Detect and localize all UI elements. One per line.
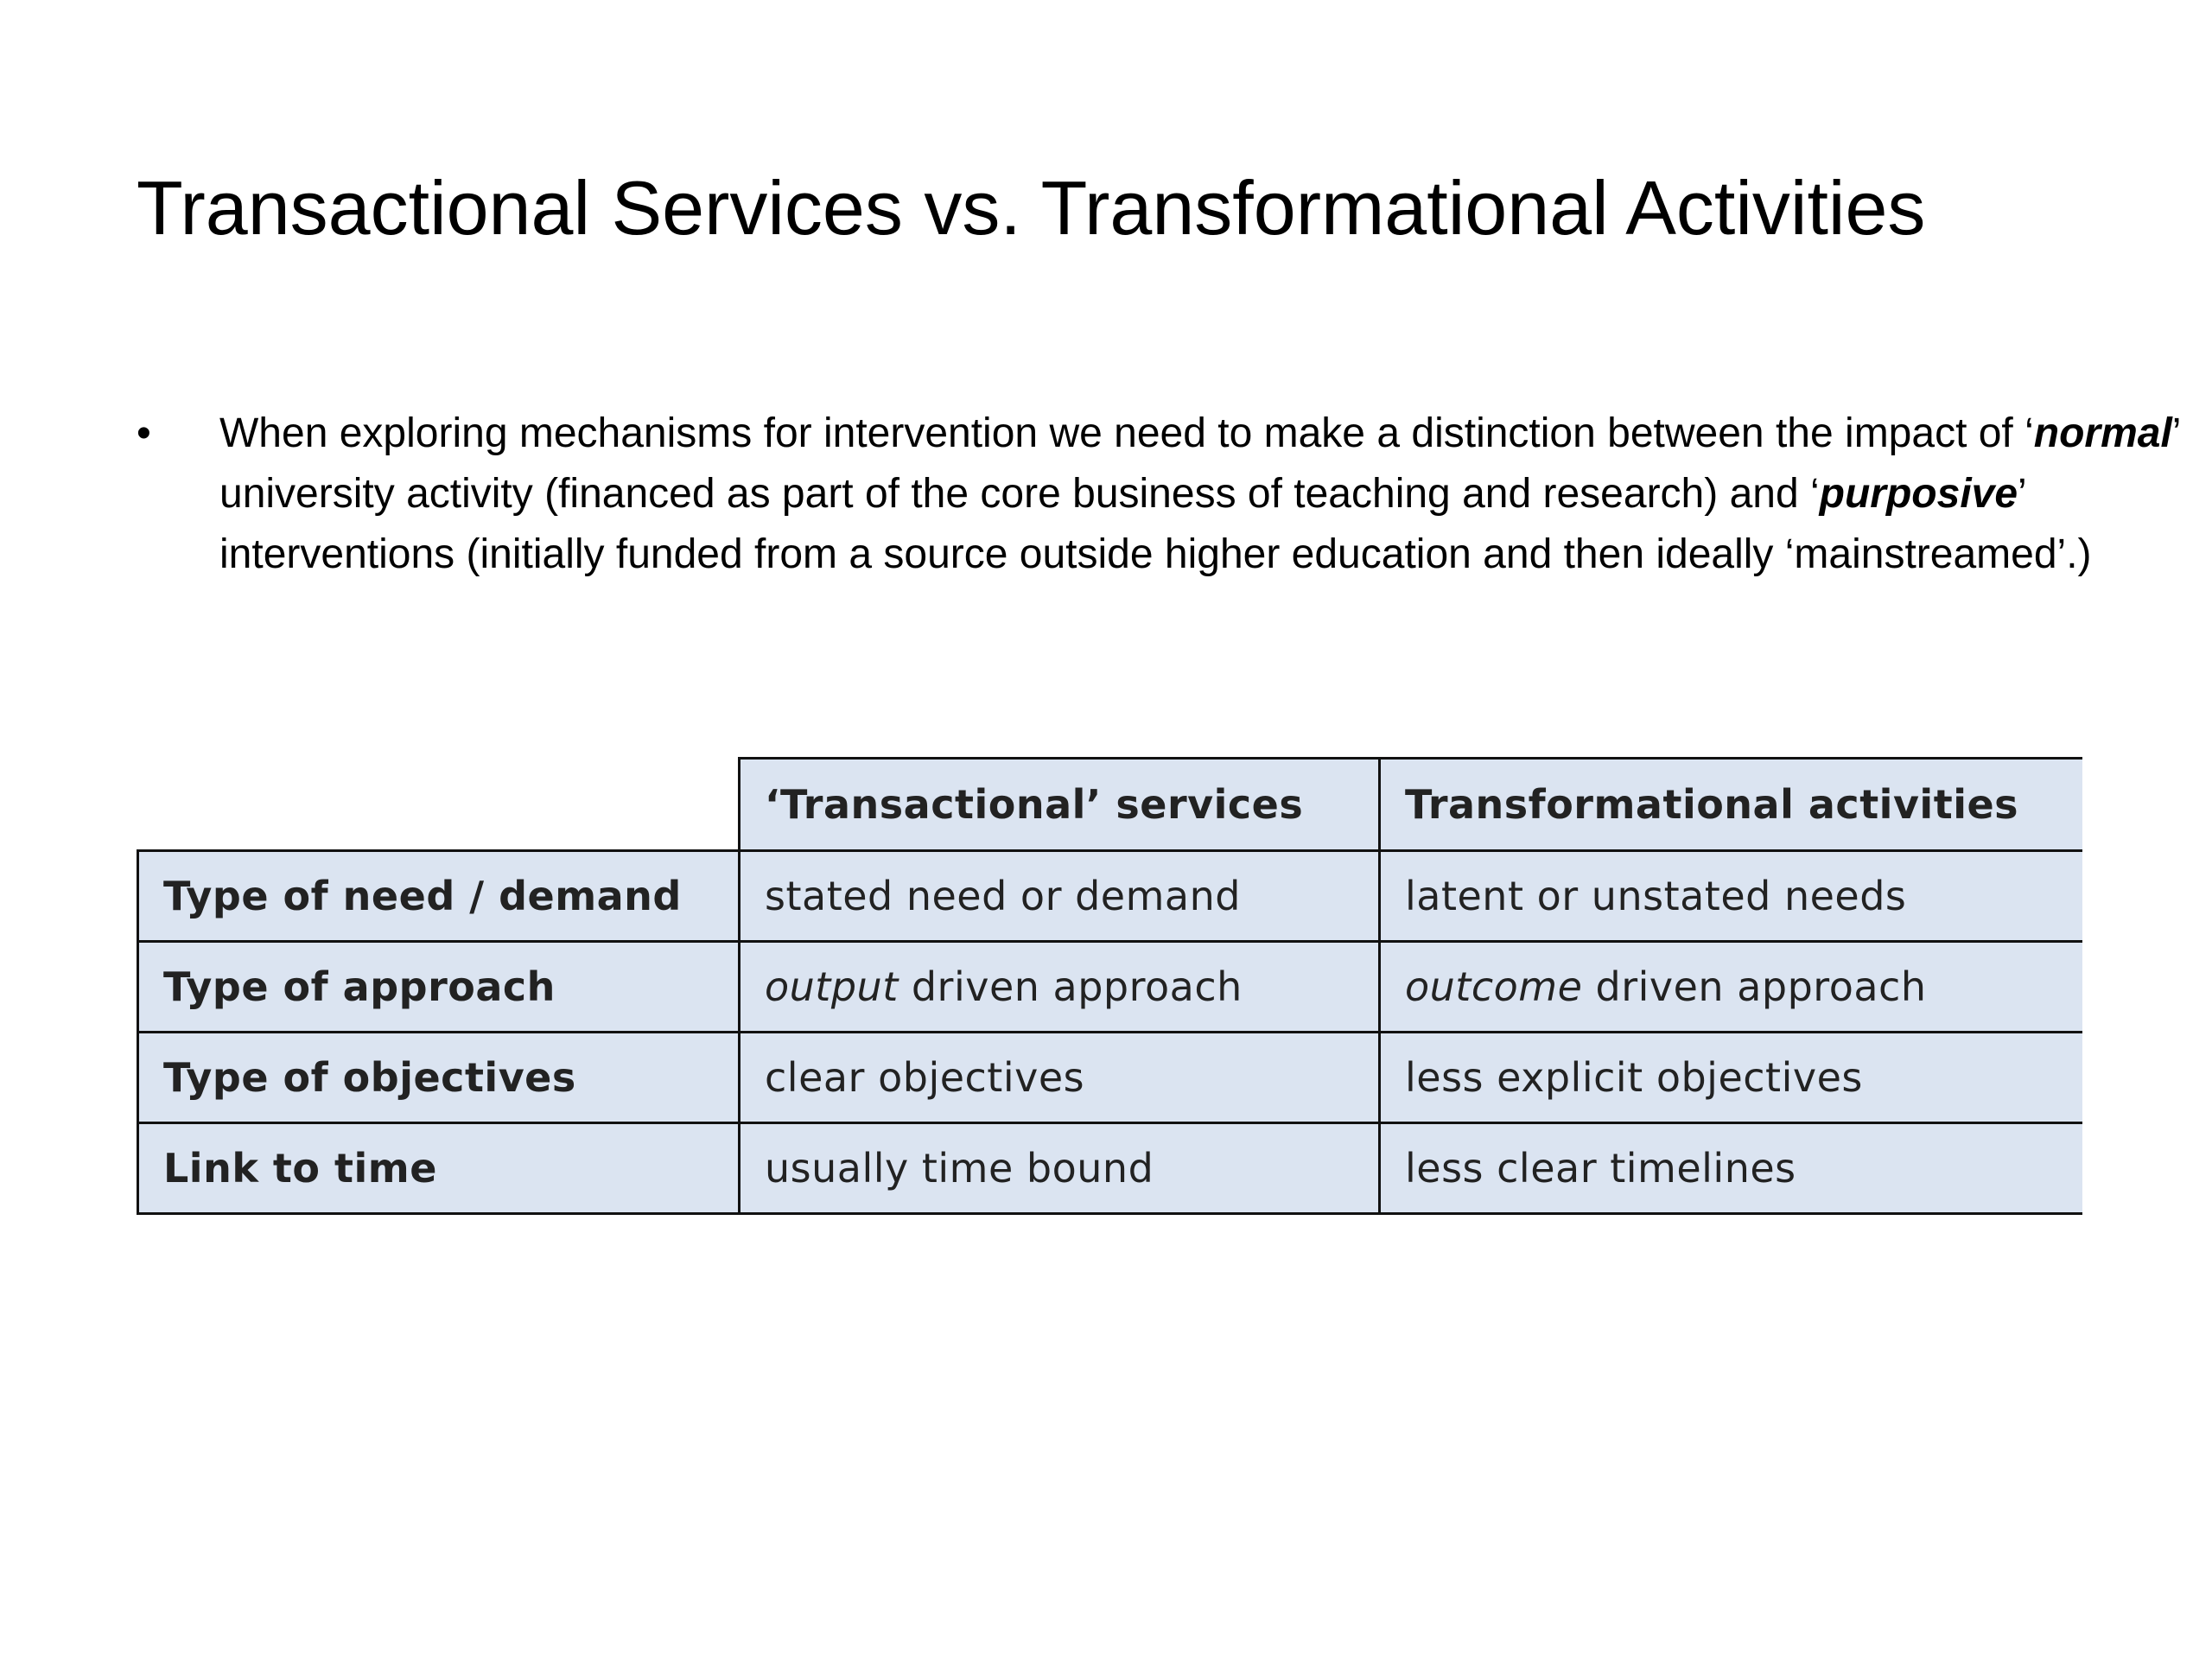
transformational-cell: less clear timelines: [1380, 1123, 2082, 1214]
emphasis-normal: normal: [2033, 410, 2172, 456]
table-header-row: [138, 759, 2082, 851]
transformational-cell: less explicit objectives: [1380, 1033, 2082, 1123]
transactional-cell: usually time bound: [740, 1123, 1380, 1214]
bullet-text-part: ’ university activity (financed as part of the core business of teaching and research) and ‘: [219, 410, 2180, 517]
table-row: [138, 851, 2082, 942]
transformational-cell: [1380, 942, 2082, 1033]
bullet-text-part: ’ interventions (initially funded from a source outside higher education and then ideally ‘mainstreamed’.): [219, 471, 2092, 577]
cell-emphasis: outcome: [1405, 963, 1583, 1010]
transactional-cell: stated need or demand: [740, 851, 1380, 942]
slide-title: Transactional Services vs. Transformational Activities: [137, 165, 1926, 251]
table-row: [138, 942, 2082, 1033]
cell-emphasis: output: [765, 963, 899, 1010]
transformational-cell: latent or unstated needs: [1380, 851, 2082, 942]
row-label: Type of approach: [138, 942, 740, 1033]
bullet-text: [219, 404, 2198, 585]
table-row: [138, 1123, 2082, 1214]
header-transactional: ‘Transactional’ services: [740, 759, 1380, 851]
transactional-cell: [740, 942, 1380, 1033]
cell-text: driven approach: [898, 963, 1243, 1010]
emphasis-purposive: purposive: [1819, 471, 2018, 517]
bullet-text-part: When exploring mechanisms for intervention we need to make a distinction between the impact of ‘: [219, 410, 2034, 456]
bullet-marker: •: [137, 410, 151, 456]
table-row: [138, 1033, 2082, 1123]
row-label: Type of objectives: [138, 1033, 740, 1123]
row-label: Link to time: [138, 1123, 740, 1214]
header-transformational: Transformational activities: [1380, 759, 2082, 851]
header-blank-cell: [138, 759, 740, 851]
row-label: Type of need / demand: [138, 851, 740, 942]
cell-text: driven approach: [1582, 963, 1927, 1010]
transactional-cell: clear objectives: [740, 1033, 1380, 1123]
comparison-table: [137, 757, 2082, 1215]
